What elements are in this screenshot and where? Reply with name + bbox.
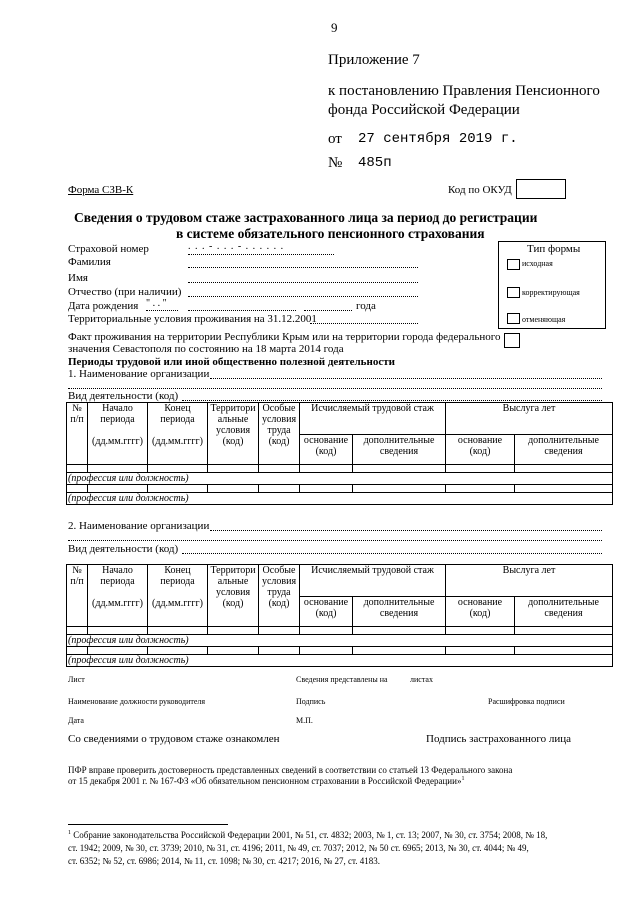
appendix-title: Приложение 7 [328, 52, 420, 68]
checkbox-original[interactable] [507, 259, 520, 270]
profession-row: (профессия или должность) [67, 473, 613, 485]
signature-label: Подпись [296, 697, 326, 706]
org2-activity-label: Вид деятельности (код) [68, 543, 179, 555]
org2-activity-field[interactable] [182, 553, 602, 554]
col-calc-basis: основание (код) [300, 435, 353, 465]
table-row[interactable] [67, 485, 613, 493]
surname-label: Фамилия [68, 256, 111, 268]
org1-activity-label: Вид деятельности (код) [68, 390, 179, 402]
form-name: Форма СЗВ-К [68, 184, 134, 196]
col-calc-additional: дополнительные сведения [353, 435, 446, 465]
org2-name-field-2[interactable] [68, 540, 602, 541]
appendix-number: 485п [358, 155, 392, 171]
insured-signature-label: Подпись застрахованного лица [426, 733, 571, 745]
crimea-line2: значения Севастополя по состоянию на 18 марта 2014 года [68, 343, 344, 355]
org1-label: 1. Наименование организации [68, 368, 210, 380]
col-service-basis: основание (код) [446, 435, 515, 465]
patronymic-label: Отчество (при наличии) [68, 286, 182, 298]
sheets-label: листах [410, 675, 433, 684]
appendix-date-prefix: от [328, 131, 342, 147]
option-original-label: исходная [522, 259, 553, 268]
table-row[interactable] [67, 465, 613, 473]
periods-title: Периоды трудовой или иной общественно полезной деятельности [68, 356, 395, 368]
col-territorial: Территори альные условия (код) [208, 403, 259, 465]
surname-field[interactable] [188, 267, 418, 268]
appendix-line1: к постановлению Правления Пенсионного [328, 83, 600, 99]
form-title-line1: Сведения о трудовом стаже застрахованного лица за период до регистрации [74, 210, 538, 225]
okud-label: Код по ОКУД [448, 184, 512, 196]
pfr-note-line2: от 15 декабря 2001 г. № 167-ФЗ «Об обязательном пенсионном страховании в Российской Федерации»$^1$ [68, 776, 465, 786]
patronymic-field[interactable] [188, 296, 418, 297]
crimea-line1: Факт проживания на территории Республики Крым или на территории города федерального [68, 331, 501, 343]
year-label: года [356, 300, 376, 312]
appendix-line2: фонда Российской Федерации [328, 102, 520, 118]
sheet-label: Лист [68, 675, 85, 684]
profession-row: (профессия или должность) [67, 493, 613, 505]
pfr-note-line1: ПФР вправе проверить достоверность представленных сведений в соответствии со статьей 13 Федерального закона [68, 765, 513, 775]
checkbox-corrective[interactable] [507, 287, 520, 298]
appendix-num-prefix: № [328, 155, 343, 171]
org2-label: 2. Наименование организации [68, 520, 210, 532]
col-special: Особые условия труда (код) [259, 403, 300, 465]
birth-mask: " . . " [146, 298, 167, 309]
birth-month-field[interactable] [188, 310, 296, 311]
footnote-line2: ст. 1942; 2009, № 30, ст. 3739; 2010, № 31, ст. 4196; 2011, № 49, ст. 7037; 2012, № 50 ст. 6965; 2013, № 30, ст. 4044; № 49, [68, 843, 529, 853]
birth-label: Дата рождения [68, 300, 139, 312]
col-num: № п/п [67, 403, 88, 465]
footnote-line3: ст. 6352; № 52, ст. 6986; 2014, № 11, ст. 1098; № 30, ст. 4217; 2016, № 27, ст. 4183. [68, 856, 381, 866]
date-label: Дата [68, 716, 84, 725]
profession-row: (профессия или должность) [67, 635, 613, 647]
snils-label: Страховой номер [68, 243, 149, 255]
decoding-label: Расшифровка подписи [488, 697, 565, 706]
profession-row: (профессия или должность) [67, 655, 613, 667]
form-type-title: Тип формы [527, 243, 581, 255]
table-row[interactable] [67, 627, 613, 635]
table-row[interactable] [67, 647, 613, 655]
option-cancelling-label: отменяющая [522, 315, 566, 324]
appendix-date: 27 сентября 2019 г. [358, 131, 518, 147]
stamp-label: М.П. [296, 716, 313, 725]
territorial-label: Территориальные условия проживания на 31.12.2001 [68, 313, 317, 325]
col-service-additional: дополнительные сведения [515, 435, 613, 465]
periods-table-2: № п/п Начало периода (дд.мм.гггг) Конец периода (дд.мм.гггг) Территори альные условия (код) Особые условия труда (код) Исчисляемый трудовой стаж Выслуга лет основание (код) дополнительные сведения основание (код) дополнительные сведения (профессия или должность) (профессия или должность) [66, 564, 613, 667]
org2-name-field[interactable] [210, 530, 602, 531]
option-corrective-label: корректирующая [522, 288, 580, 297]
okud-field[interactable] [516, 179, 566, 199]
territorial-field[interactable] [310, 323, 418, 324]
org1-name-field[interactable] [210, 378, 602, 379]
periods-table-1 [66, 402, 613, 505]
birth-year-field[interactable] [304, 310, 352, 311]
col-start: Начало периода (дд.мм.гггг) [88, 403, 148, 465]
acquainted-label: Со сведениями о трудовом стаже ознакомлен [68, 733, 280, 745]
checkbox-cancelling[interactable] [507, 313, 520, 324]
org1-activity-field[interactable] [182, 400, 602, 401]
name-label: Имя [68, 272, 88, 284]
col-service: Выслуга лет [446, 403, 613, 435]
name-field[interactable] [188, 282, 418, 283]
page-number: 9 [331, 20, 338, 35]
footnote-line1: $^1$ Собрание законодательства Российской Федерации 2001, № 51, ст. 4832; 2003, № 1, ст. 13; 2007, № 30, ст. 3754; 2008, № 18, [68, 830, 548, 840]
snils-field[interactable] [188, 254, 334, 255]
snils-mask: . . . - . . . - . . . . . . [188, 241, 285, 252]
col-calc-stage: Исчисляемый трудовой стаж [300, 403, 446, 435]
birth-day-field[interactable] [146, 310, 178, 311]
submitted-label: Сведения представлены на [296, 675, 388, 684]
head-position-label: Наименование должности руководителя [68, 697, 206, 706]
footnote-divider [68, 824, 228, 825]
col-end: Конец периода (дд.мм.гггг) [148, 403, 208, 465]
crimea-checkbox[interactable] [504, 333, 520, 348]
form-title-line2: в системе обязательного пенсионного страхования [176, 226, 485, 241]
org1-name-field-2[interactable] [68, 388, 602, 389]
